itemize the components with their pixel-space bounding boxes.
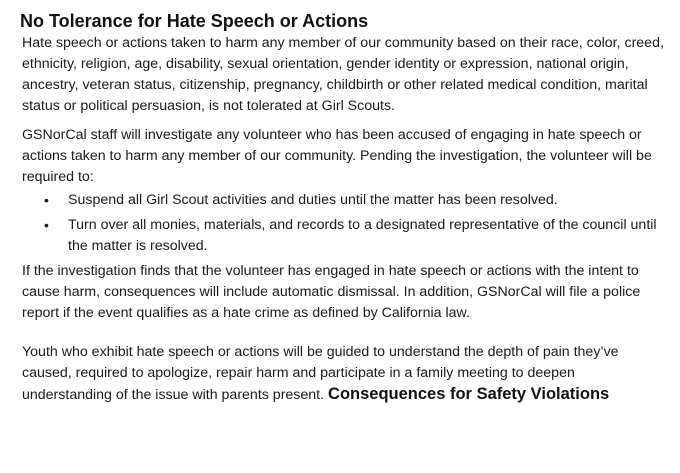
youth-paragraph <box>22 342 666 406</box>
spacer <box>22 324 666 342</box>
policy-paragraph: Hate speech or actions taken to harm any member of our community based on their race, color, creed, ethnicity, religion, age, disability, sexual orientation, gender identity or expression, national origin, ancestry, veteran status, citizenship, pregnancy, childbirth or other related medical condition, marital status or political persuasion, is not tolerated at Girl Scouts. <box>22 35 664 114</box>
next-section-heading: Consequences for Safety Violations <box>328 385 610 403</box>
bullet-icon: • <box>44 217 49 233</box>
list-item <box>22 190 666 211</box>
bullet-list <box>22 190 666 257</box>
list-item-text: Turn over all monies, materials, and records to a designated representative of the council until the matter is resolved. <box>68 217 657 254</box>
list-item <box>22 215 666 257</box>
bullet-icon: • <box>44 192 49 208</box>
spacer <box>22 117 666 125</box>
consequences-paragraph: If the investigation finds that the volunteer has engaged in hate speech or actions with the intent to cause harm, consequences will include automatic dismissal. In addition, GSNorCal will file a police report if the event qualifies as a hate crime as defined by California law. <box>22 263 641 321</box>
investigation-paragraph: GSNorCal staff will investigate any volunteer who has been accused of engaging in hate speech or actions taken to harm any member of our community. Pending the investigation, the volunteer will be required to: <box>22 127 652 185</box>
section-heading: No Tolerance for Hate Speech or Actions <box>20 11 369 31</box>
youth-paragraph-text: Youth who exhibit hate speech or actions will be guided to understand the depth of pain they’ve caused, required to apologize, repair harm and participate in a family meeting to deepen understanding of the issue with parents present. <box>22 344 619 403</box>
list-item-text: Suspend all Girl Scout activities and duties until the matter has been resolved. <box>68 192 558 208</box>
